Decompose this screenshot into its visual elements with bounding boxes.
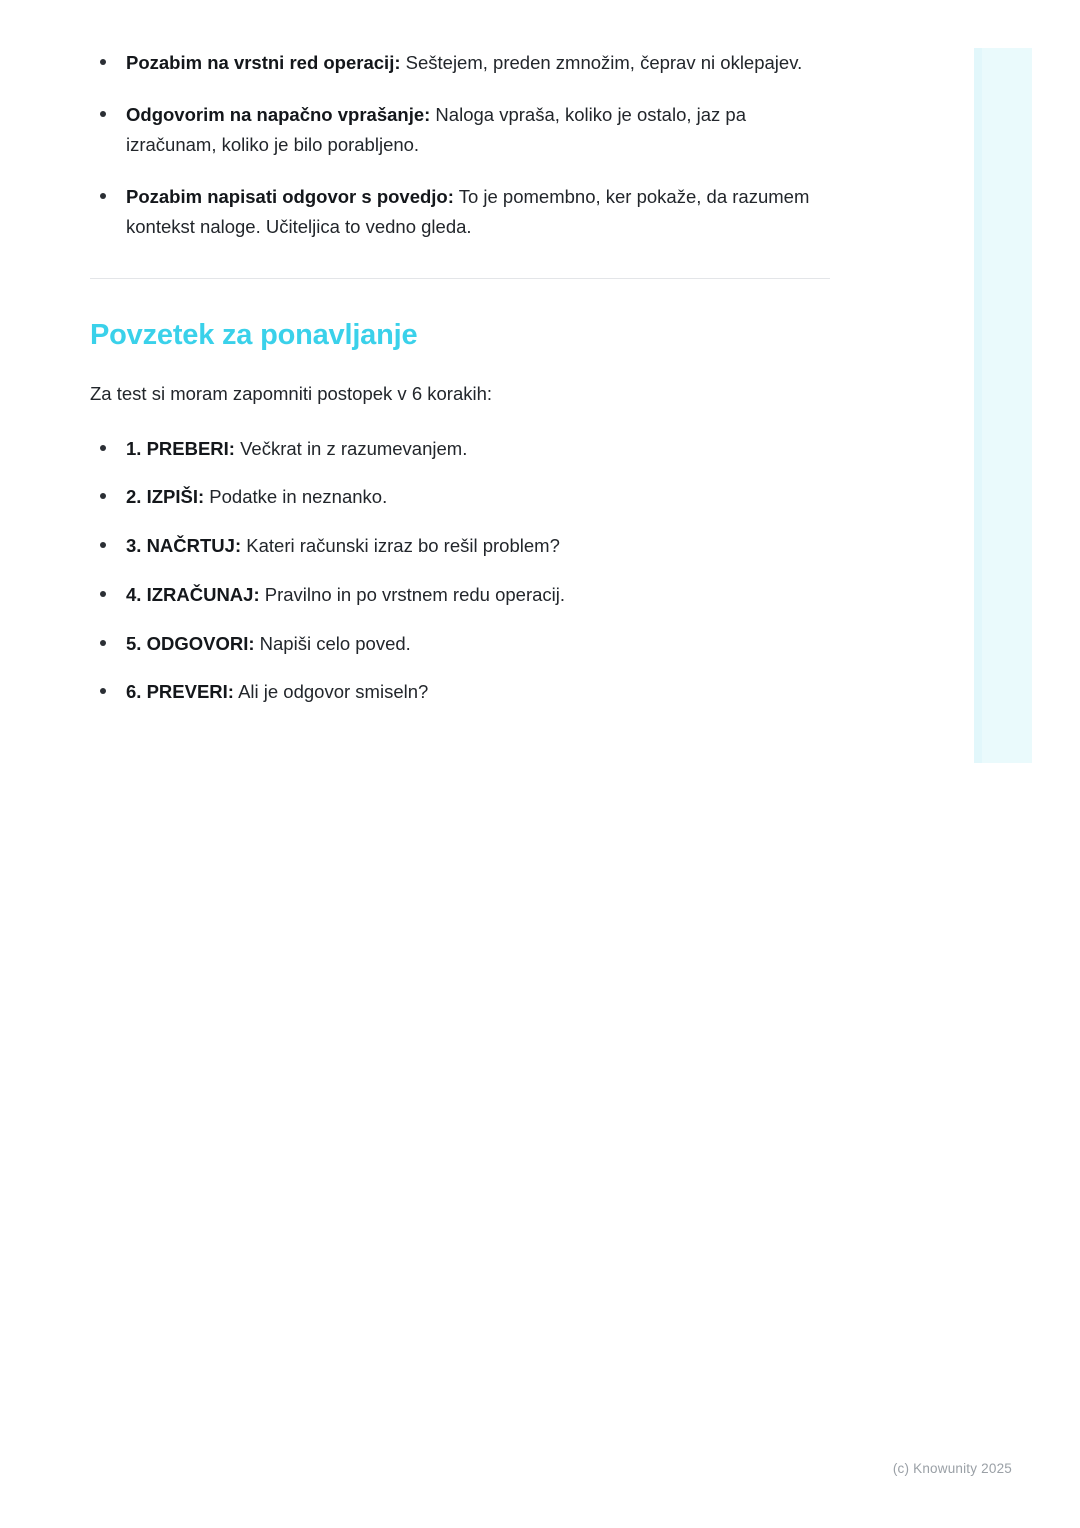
step-lead: 4. IZRAČUNAJ: xyxy=(126,583,260,605)
list-item-lead: Pozabim na vrstni red operacij: xyxy=(126,52,401,73)
list-item-lead: Pozabim napisati odgovor s povedjo: xyxy=(126,185,454,207)
section-intro: Za test si moram zapomniti postopek v 6 korakih: xyxy=(90,383,493,405)
step-text: Kateri računski izraz bo rešil problem? xyxy=(241,535,560,557)
common-mistakes-list xyxy=(90,48,830,242)
list-item xyxy=(90,630,830,658)
bullet-icon xyxy=(100,542,106,548)
list-item xyxy=(90,435,830,463)
step-text: Pravilno in po vrstnem redu operacij. xyxy=(259,583,566,605)
document-content xyxy=(90,48,830,706)
bullet-icon xyxy=(100,688,106,694)
bullet-icon xyxy=(100,640,106,646)
bullet-icon xyxy=(100,445,106,451)
step-text: Napiši celo poved. xyxy=(254,632,411,654)
list-item xyxy=(90,532,830,560)
list-item xyxy=(90,182,830,242)
list-item xyxy=(90,483,830,511)
list-item-lead: Odgovorim na napačno vprašanje: xyxy=(126,103,431,125)
step-text: Podatke in neznanko. xyxy=(204,486,388,508)
step-lead: 3. NAČRTUJ: xyxy=(126,535,242,557)
list-item-text: Naloga vpraša, koliko je ostalo, jaz pa izračunam, koliko je bilo porabljeno. xyxy=(126,103,746,155)
step-lead: 2. IZPIŠI: xyxy=(126,486,205,508)
step-text: Ali je odgovor smiseln? xyxy=(233,681,429,703)
bullet-icon xyxy=(100,193,106,199)
step-lead: 5. ODGOVORI: xyxy=(126,632,255,654)
list-item xyxy=(90,678,830,706)
step-text: Večkrat in z razumevanjem. xyxy=(234,437,468,459)
section-title: Povzetek za ponavljanje xyxy=(90,318,418,351)
bullet-icon xyxy=(100,493,106,499)
list-item xyxy=(90,48,830,78)
bullet-icon xyxy=(100,111,106,117)
list-item-text: To je pomembno, ker pokaže, da razumem kontekst naloge. Učiteljica to vedno gleda. xyxy=(126,185,810,237)
bullet-icon xyxy=(100,59,106,65)
step-lead: 1. PREBERI: xyxy=(126,437,235,459)
steps-list xyxy=(90,435,830,707)
section-divider xyxy=(90,278,830,279)
page-edge-decoration xyxy=(974,48,1032,763)
list-item-text: Seštejem, preden zmnožim, čeprav ni oklepajev. xyxy=(400,52,803,73)
page-edge-decoration-inner xyxy=(974,48,982,763)
list-item xyxy=(90,100,830,160)
step-lead: 6. PREVERI: xyxy=(126,681,234,703)
list-item xyxy=(90,581,830,609)
footer-copyright: (c) Knowunity 2025 xyxy=(892,1461,1012,1476)
bullet-icon xyxy=(100,591,106,597)
